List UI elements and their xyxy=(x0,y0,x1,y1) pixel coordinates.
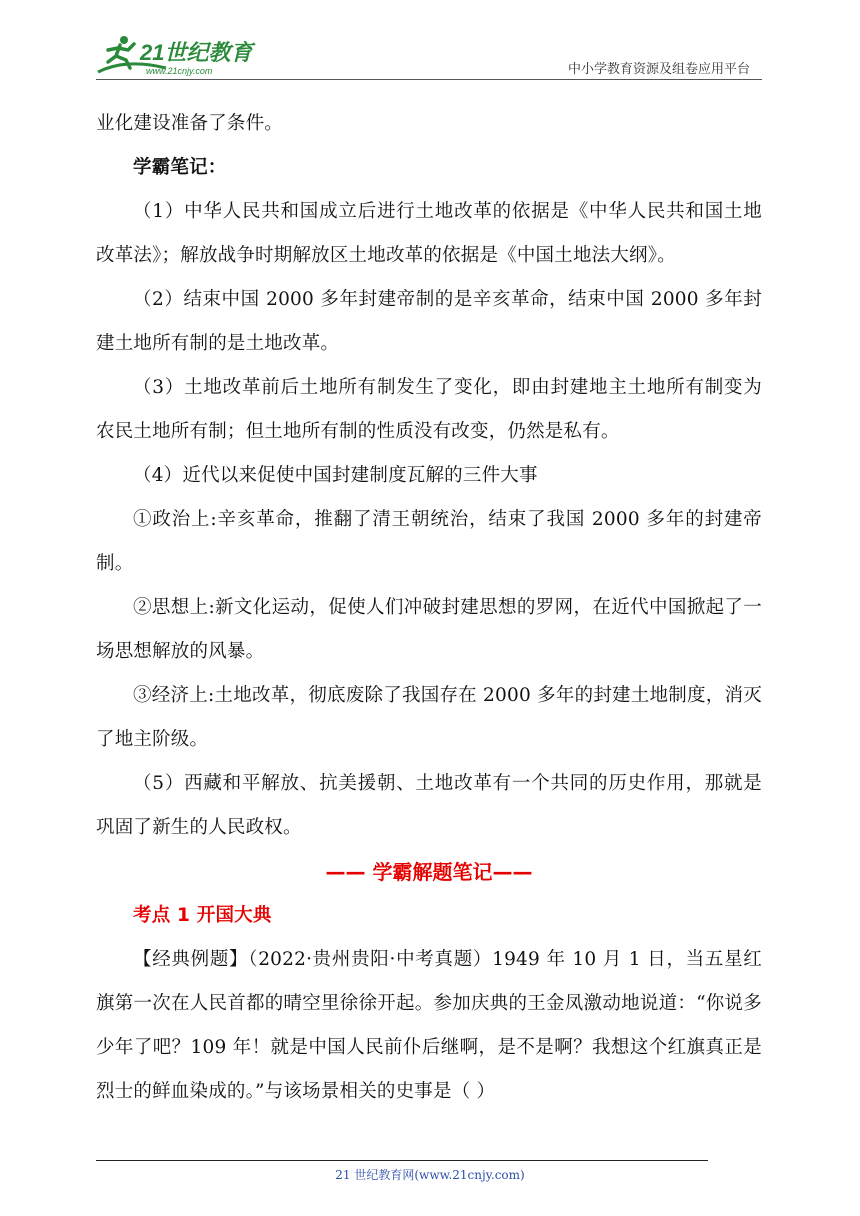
note-4-economy: ③经济上:土地改革，彻底废除了我国存在 2000 多年的封建土地制度，消灭了地主阶级。 xyxy=(96,685,762,750)
platform-name: 中小学教育资源及组卷应用平台 xyxy=(567,62,750,77)
header-divider xyxy=(96,79,762,80)
document-body xyxy=(96,102,762,1114)
site-logo xyxy=(96,28,266,82)
continuation-line: 业化建设准备了条件。 xyxy=(96,113,284,134)
note-5: （5）西藏和平解放、抗美援朝、土地改革有一个共同的历史作用，那就是巩固了新生的人民政权。 xyxy=(96,773,762,838)
note-4: （4）近代以来促使中国封建制度瓦解的三件大事 xyxy=(133,465,538,486)
footer-divider xyxy=(96,1160,708,1161)
note-1: （1）中华人民共和国成立后进行土地改革的依据是《中华人民共和国土地改革法》；解放战争时期解放区土地改革的依据是《中国土地法大纲》。 xyxy=(96,201,762,266)
note-2: （2）结束中国 2000 多年封建帝制的是辛亥革命，结束中国 2000 多年封建土地所有制的是土地改革。 xyxy=(96,289,762,354)
section-title: —— 学霸解题笔记—— xyxy=(325,860,533,884)
note-4-thought: ②思想上:新文化运动，促使人们冲破封建思想的罗网，在近代中国掀起了一场思想解放的风暴。 xyxy=(96,597,762,662)
logo-text: 21世纪教育 xyxy=(140,40,253,65)
runner-logo-icon xyxy=(96,28,266,82)
page-header xyxy=(0,0,860,86)
notes-title: 学霸笔记： xyxy=(133,157,227,178)
page-footer: 21 世纪教育网(www.21cnjy.com) xyxy=(335,1168,525,1182)
example-question: 【经典例题】（2022·贵州贵阳·中考真题）1949 年 10 月 1 日，当五星红旗第一次在人民首都的晴空里徐徐开起。参加庆典的王金凤激动地说道：“你说多少年了吧？109 年！就是中国人民前仆后继啊，是不是啊？我想这个红旗真正是烈士的鲜血染成的。”与该场景相关的史事是（ ） xyxy=(96,949,762,1102)
note-3: （3）土地改革前后土地所有制发生了变化，即由封建地主土地所有制变为农民土地所有制；但土地所有制的性质没有改变，仍然是私有。 xyxy=(96,377,762,442)
logo-url: www.21cnjy.com xyxy=(146,66,213,76)
note-4-politics: ①政治上:辛亥革命，推翻了清王朝统治，结束了我国 2000 多年的封建帝制。 xyxy=(96,509,762,574)
kaodian-heading: 考点 1 开国大典 xyxy=(133,905,272,926)
